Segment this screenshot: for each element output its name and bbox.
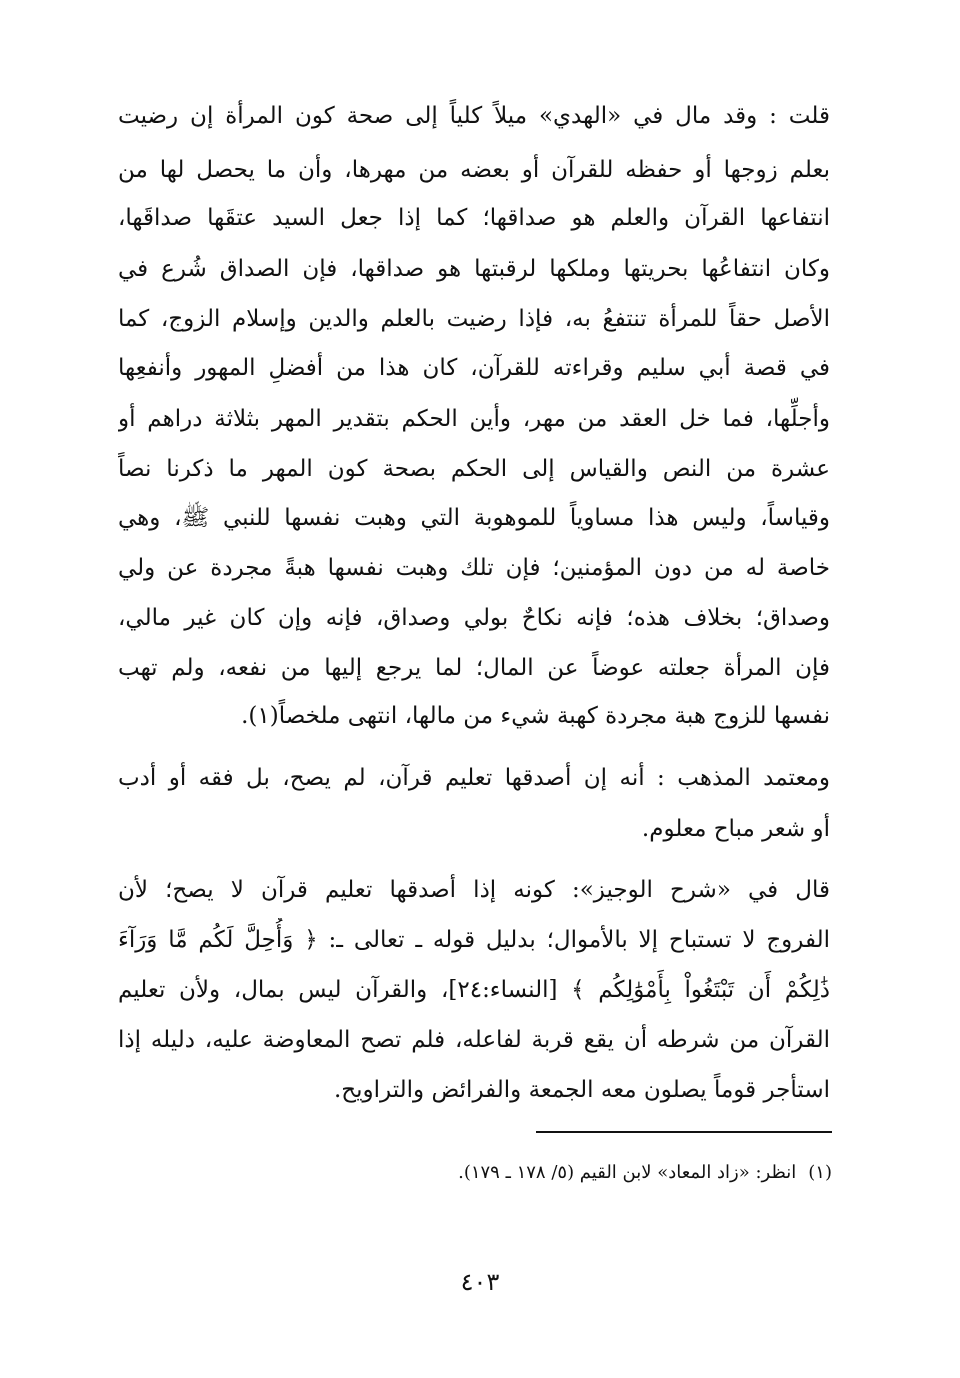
paragraph-3-line-5: استأجر قوماً يصلون معه الجمعة والفرائض والتراويح. <box>333 1077 830 1103</box>
paragraph-1-line-10: خاصة له من دون المؤمنين؛ فإن تلك وهبت نفسها هبةً مجردة عن ولي <box>118 555 830 581</box>
paragraph-3-line-4: القرآن من شرطه أن يقع قربة لفاعله، فلم تصح المعاوضة عليه، دليله إذا <box>118 1027 830 1053</box>
footnote-number: (١) <box>808 1162 832 1183</box>
paragraph-1-line-9: وقياساً، وليس هذا مساوياً للموهوبة التي وهبت نفسها للنبي ﷺ، وهي <box>118 505 830 531</box>
paragraph-1-line-11: وصداق؛ بخلاف هذه؛ فإنه نكاحٌ بولي وصداق، فإنه وإن كان غير مالي، <box>118 605 830 631</box>
paragraph-2-line-2: أو شعر مباح معلوم. <box>641 816 830 842</box>
paragraph-1-line-8: عشرة من النص والقياس إلى الحكم بصحة كون المهر ما ذكرنا نصاً <box>118 456 830 482</box>
paragraph-2-line-1: ومعتمد المذهب : أنه إن أصدقها تعليم قرآن، لم يصح، بل فقه أو أدب <box>118 765 830 791</box>
paragraph-1-line-7: وأجلِّها، فما خل العقد من مهر، وأين الحكم بتقدير المهر بثلاثة دراهم أو <box>118 406 830 432</box>
paragraph-1-line-12: فإن المرأة جعلته عوضاً عن المال؛ لما يرجع إليها من نفعه، ولم تهب <box>118 655 830 681</box>
footnote-text: انظر: «زاد المعاد» لابن القيم (٥/ ١٧٨ ـ ١٧٩). <box>458 1162 797 1183</box>
paragraph-1-line-13: نفسها للزوج هبة مجردة كهبة شيء من مالها، انتهى ملخصاً(١). <box>241 703 830 729</box>
footnote <box>300 1156 832 1190</box>
paragraph-3-line-1: قال في «شرح الوجيز»: كونه إذا أصدقها تعليم قرآن لا يصح؛ لأن <box>118 877 830 903</box>
paragraph-3-line-2: الفروج لا تستباح إلا بالأموال؛ بدليل قوله ـ تعالى ـ: ﴿ وَأُحِلَّ لَكُم مَّا وَرَآءَ <box>118 927 830 953</box>
paragraph-1-line-2: بعلم زوجها أو حفظه للقرآن أو بعضه من مهرها، وأن ما يحصل لها من <box>118 157 830 183</box>
footnote-separator <box>536 1131 832 1133</box>
paragraph-1-line-1: قلت : وقد مال في «الهدي» ميلاً كلياً إلى صحة كون المرأة إن رضيت <box>118 103 830 129</box>
paragraph-1-line-3: انتفاعها القرآن والعلم هو صداقها؛ كما إذا جعل السيد عتقَها صداقَها، <box>118 205 830 231</box>
paragraph-1-line-6: في قصة أبي سليم وقراءته للقرآن، كان هذا من أفضلِ المهور وأنفعِها <box>118 355 830 381</box>
paragraph-3-line-3: ذَٰلِكُمْ أَن تَبْتَغُواْ بِأَمْوَٰلِكُم ﴾ [النساء:٢٤]، والقرآن ليس بمال، ولأن تعليم <box>118 977 830 1003</box>
page-number: ٤٠٣ <box>460 1268 500 1296</box>
paragraph-1-line-4: وكان انتفاعُها بحريتها وملكها لرقبتها هو صداقها، فإن الصداق شُرع في <box>118 256 830 282</box>
paragraph-1-line-5: الأصل حقاً للمرأة تنتفعُ به، فإذا رضيت بالعلم والدين وإسلام الزوج، كما <box>118 306 830 332</box>
